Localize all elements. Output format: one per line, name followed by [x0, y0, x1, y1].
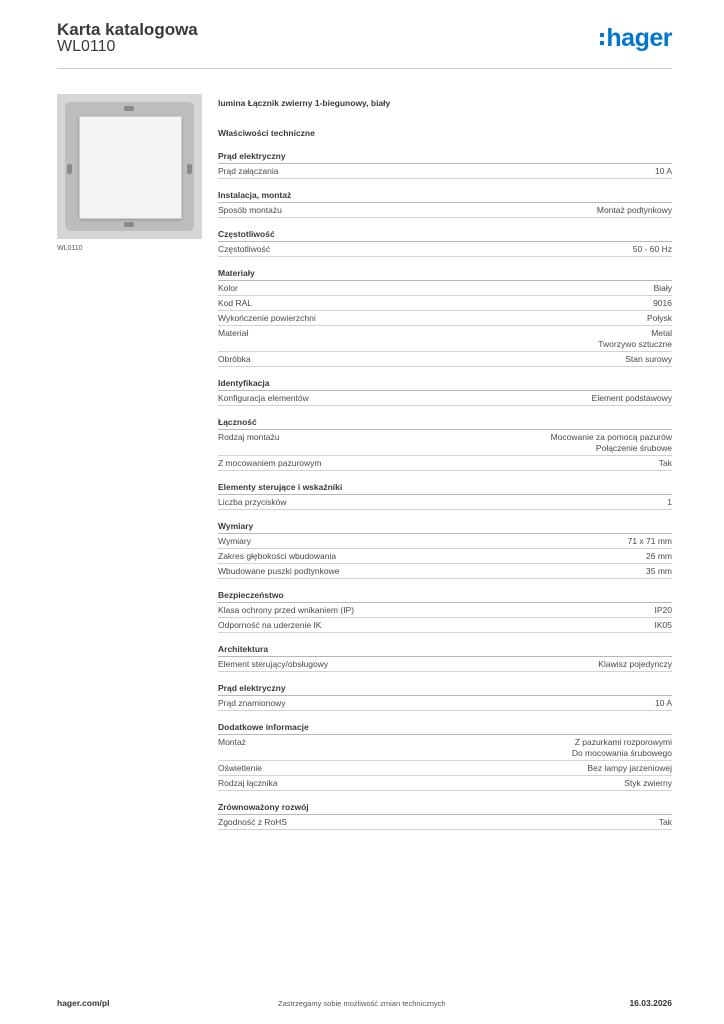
spec-label: Materiał [218, 328, 249, 338]
spec-group-title: Identyfikacja [218, 377, 672, 391]
spec-value [659, 817, 672, 828]
spec-group-title: Architektura [218, 643, 672, 657]
spec-value-line: 1 [667, 497, 672, 507]
header-title: Karta katalogowa [57, 20, 198, 39]
spec-label: Wykończenie powierzchni [218, 313, 316, 323]
frame-slot [187, 164, 192, 174]
spec-label: Zgodność z RoHS [218, 817, 287, 827]
spec-value-line: Z pazurkami rozporowymi [574, 737, 672, 747]
spec-group-title: Prąd elektryczny [218, 682, 672, 696]
spec-value-line: Do mocowania śrubowego [571, 748, 672, 758]
spec-value-line: 35 mm [646, 566, 672, 576]
spec-row [218, 564, 672, 579]
spec-label: Rodzaj łącznika [218, 778, 278, 788]
spec-value-line: Bez lampy jarzeniowej [587, 763, 672, 773]
spec-label: Odporność na uderzenie IK [218, 620, 322, 630]
spec-value-line: 10 A [654, 166, 672, 176]
spec-label: Wbudowane puszki podtynkowe [218, 566, 340, 576]
spec-row [218, 311, 672, 326]
spec-value-line: 71 x 71 mm [627, 536, 672, 546]
image-caption: WL0110 [57, 245, 83, 252]
footer-disclaimer: Zastrzegamy sobie możliwość zmian technicznych [278, 999, 446, 1008]
spec-row [218, 618, 672, 633]
spec-label: Konfiguracja elementów [218, 393, 309, 403]
spec-groups [218, 150, 672, 830]
spec-value-line: IP20 [654, 605, 672, 615]
spec-value [572, 737, 672, 759]
spec-label: Element sterujący/obsługowy [218, 659, 329, 669]
logo-text: hager [606, 24, 672, 52]
product-code: WL0110 [57, 38, 116, 55]
spec-row [218, 281, 672, 296]
spec-group-title: Zrównoważony rozwój [218, 801, 672, 815]
spec-label: Sposób montażu [218, 205, 282, 215]
hager-logo[interactable] [600, 26, 672, 51]
spec-group-title: Prąd elektryczny [218, 150, 672, 164]
spec-value-line: Tak [658, 458, 672, 468]
spec-row [218, 549, 672, 564]
frame-slot [124, 106, 134, 111]
spec-value-line: IK05 [654, 620, 672, 630]
spec-value [633, 244, 672, 255]
spec-value [659, 458, 672, 469]
spec-value [551, 432, 672, 454]
spec-row [218, 603, 672, 618]
spec-row [218, 296, 672, 311]
spec-value-line: Styk zwierny [624, 778, 672, 788]
spec-value-line: Biały [653, 283, 672, 293]
header-divider [57, 68, 672, 69]
spec-value [646, 551, 672, 562]
spec-row [218, 391, 672, 406]
spec-value-line: Tak [658, 817, 672, 827]
spec-group-title: Łączność [218, 416, 672, 430]
spec-value [647, 313, 672, 324]
spec-row [218, 657, 672, 672]
spec-label: Kod RAL [218, 298, 253, 308]
spec-row [218, 456, 672, 471]
spec-row [218, 352, 672, 367]
spec-value [625, 354, 672, 365]
spec-label: Oświetlenie [218, 763, 262, 773]
section-title: Właściwości techniczne [218, 128, 315, 138]
spec-row [218, 430, 672, 456]
spec-value [655, 605, 673, 616]
spec-value [587, 763, 672, 774]
spec-row [218, 495, 672, 510]
spec-label: Rodzaj montażu [218, 432, 280, 442]
footer-date: 16.03.2026 [629, 998, 672, 1008]
spec-value-line: Element podstawowy [591, 393, 672, 403]
spec-row [218, 761, 672, 776]
spec-value-line: Połączenie śrubowe [595, 443, 672, 453]
spec-row [218, 815, 672, 830]
spec-group-title: Częstotliwość [218, 228, 672, 242]
spec-value [655, 698, 672, 709]
spec-group-title: Bezpieczeństwo [218, 589, 672, 603]
spec-value [597, 205, 672, 216]
spec-value [598, 328, 672, 350]
spec-value-line: Montaż podtynkowy [596, 205, 672, 215]
spec-value-line: 50 - 60 Hz [632, 244, 672, 254]
spec-row [218, 534, 672, 549]
spec-group-title: Dodatkowe informacje [218, 721, 672, 735]
spec-label: Liczba przycisków [218, 497, 287, 507]
frame-slot [124, 222, 134, 227]
spec-row [218, 326, 672, 352]
spec-sheet [218, 96, 672, 830]
spec-value [667, 497, 672, 508]
spec-label: Częstotliwość [218, 244, 270, 254]
spec-row [218, 203, 672, 218]
spec-value [653, 298, 672, 309]
spec-value [628, 536, 672, 547]
spec-label: Obróbka [218, 354, 251, 364]
switch-rocker [79, 116, 182, 219]
spec-value [655, 620, 673, 631]
spec-label: Kolor [218, 283, 238, 293]
spec-value-line: Połysk [646, 313, 672, 323]
spec-value-line: 9016 [653, 298, 672, 308]
spec-value [654, 283, 672, 294]
spec-label: Wymiary [218, 536, 251, 546]
spec-label: Klasa ochrony przed wnikaniem (IP) [218, 605, 355, 615]
spec-label: Zakres głębokości wbudowania [218, 551, 337, 561]
spec-value [646, 566, 672, 577]
spec-value-line: Stan surowy [625, 354, 672, 364]
spec-value [592, 393, 672, 404]
spec-value [624, 778, 672, 789]
spec-group-title: Instalacja, montaż [218, 189, 672, 203]
footer-website[interactable]: hager.com/pl [57, 998, 110, 1008]
spec-value-line: Mocowanie za pomocą pazurów [550, 432, 672, 442]
spec-group-title: Elementy sterujące i wskaźniki [218, 481, 672, 495]
spec-value [655, 166, 672, 177]
spec-label: Montaż [218, 737, 246, 747]
product-title: lumina Łącznik zwierny 1-biegunowy, biały [218, 98, 391, 108]
spec-label: Prąd znamionowy [218, 698, 286, 708]
frame-slot [67, 164, 72, 174]
spec-value-line: 10 A [654, 698, 672, 708]
product-image [57, 94, 202, 239]
spec-value-line: Tworzywo sztuczne [598, 339, 672, 349]
spec-value-line: 26 mm [646, 551, 672, 561]
logo-dots-icon [600, 31, 604, 47]
spec-value [598, 659, 672, 670]
spec-label: Z mocowaniem pazurowym [218, 458, 322, 468]
spec-group-title: Wymiary [218, 520, 672, 534]
spec-row [218, 242, 672, 257]
spec-group-title: Materiały [218, 267, 672, 281]
spec-row [218, 696, 672, 711]
spec-row [218, 735, 672, 761]
spec-label: Prąd załączania [218, 166, 279, 176]
spec-value-line: Klawisz pojedynczy [598, 659, 672, 669]
spec-row [218, 776, 672, 791]
spec-value-line: Metal [651, 328, 672, 338]
spec-row [218, 164, 672, 179]
